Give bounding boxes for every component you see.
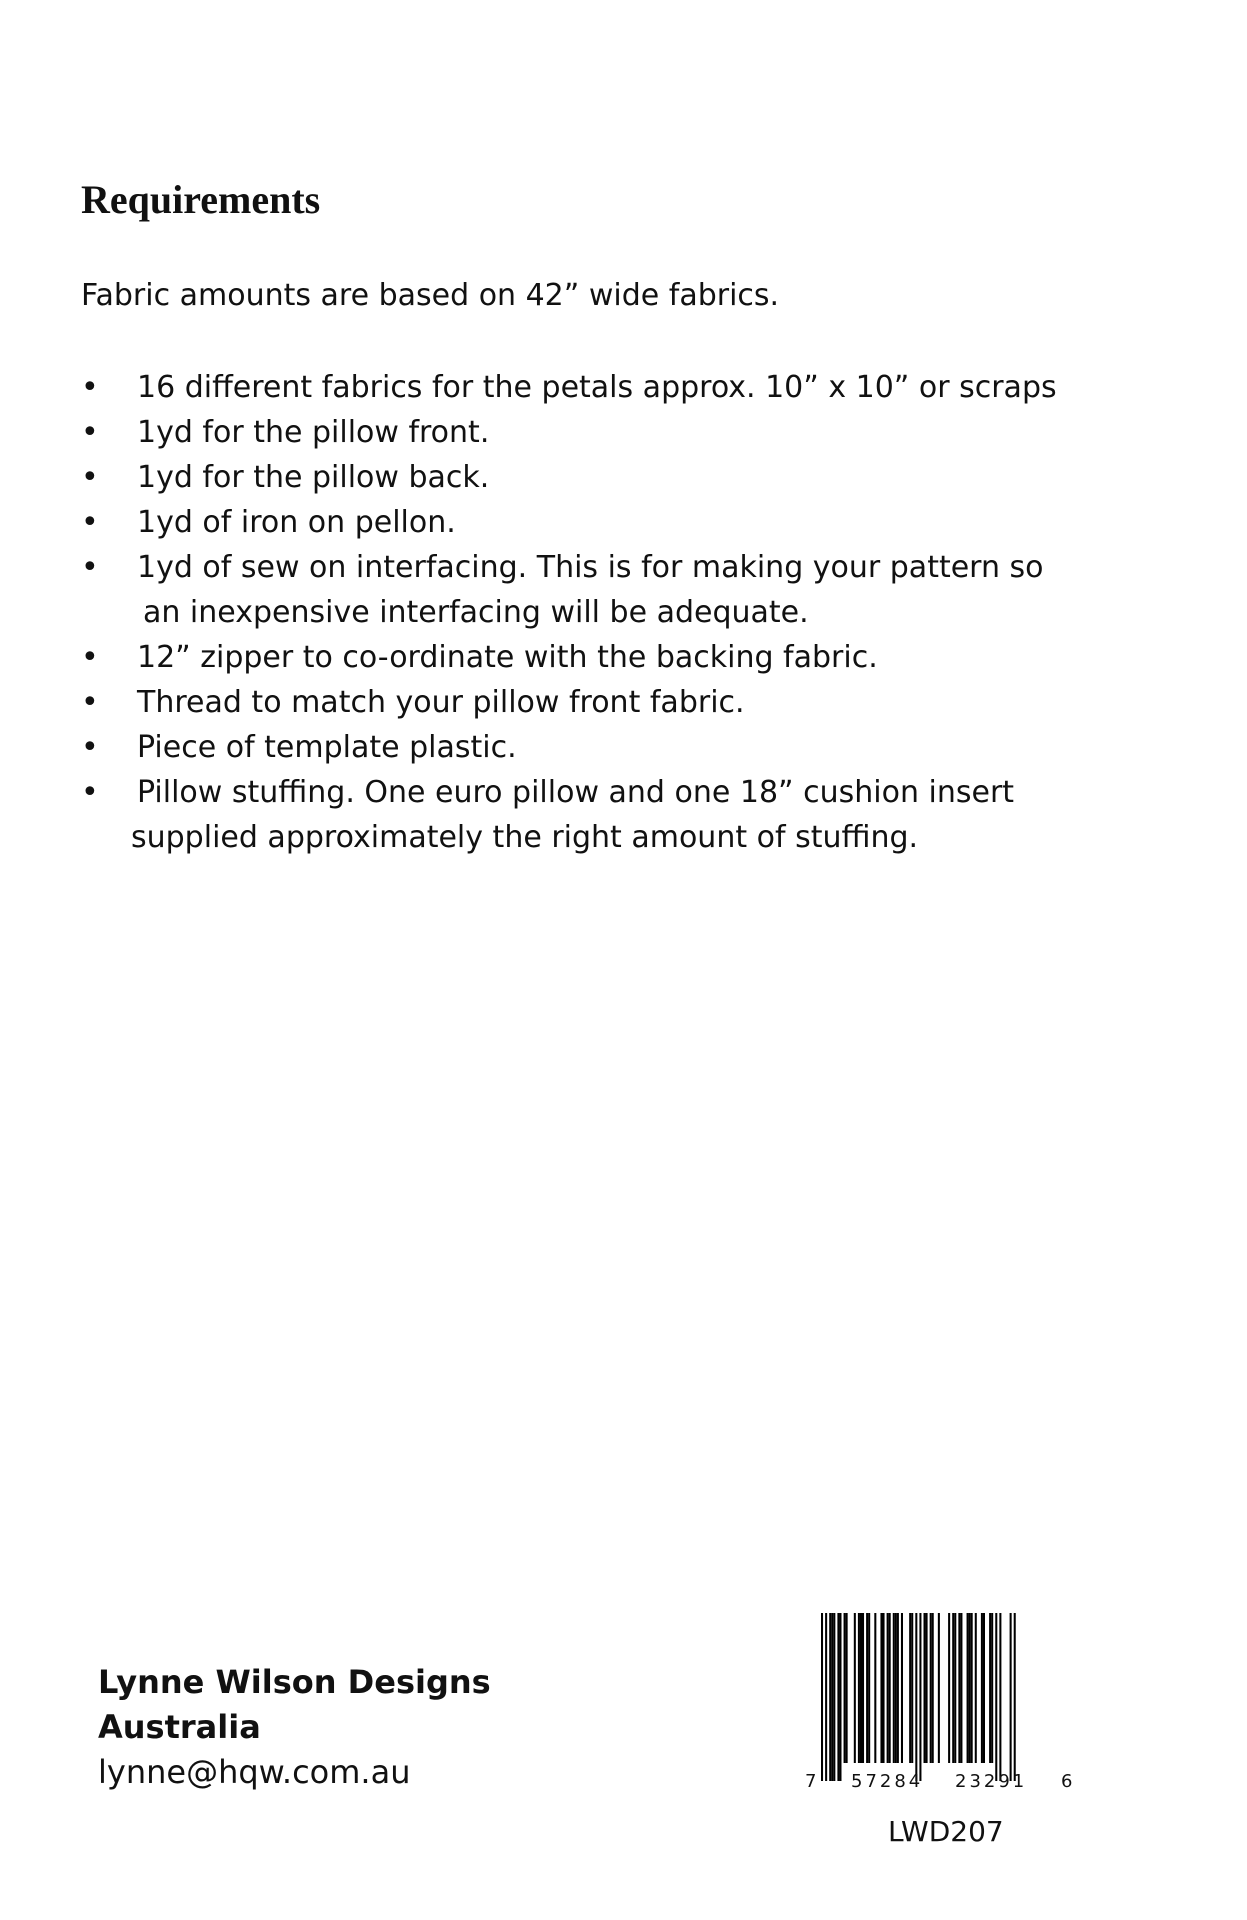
- barcode-bar: [969, 1613, 971, 1763]
- list-item-text: 16 different fabrics for the petals approx. 10” x 10” or scraps: [137, 370, 1057, 405]
- barcode-bar: [1010, 1613, 1012, 1781]
- contact-email[interactable]: lynne@hqw.com.au: [98, 1753, 411, 1791]
- barcode-bar: [829, 1613, 831, 1781]
- barcode-first-digit: 7: [805, 1771, 817, 1792]
- list-item-text: 1yd for the pillow front.: [137, 415, 490, 450]
- list-item: [81, 725, 1081, 770]
- list-item: [81, 455, 1081, 500]
- barcode-bar: [932, 1613, 934, 1763]
- barcode-bar: [975, 1613, 977, 1763]
- barcode-right-group: 23291: [955, 1771, 1028, 1792]
- barcode-bar: [860, 1613, 862, 1763]
- bullet-icon: •: [81, 640, 99, 675]
- barcode-bar: [893, 1613, 895, 1763]
- barcode-bar: [989, 1613, 991, 1763]
- barcode-bar: [1014, 1613, 1016, 1781]
- company-country: Australia: [98, 1708, 261, 1746]
- list-item-text-continued: an inexpensive interfacing will be adequate.: [143, 595, 809, 630]
- barcode-bar: [960, 1613, 962, 1763]
- barcode: [803, 1605, 1073, 1805]
- list-item: [81, 770, 1081, 860]
- barcode-bar: [911, 1613, 913, 1763]
- barcode-bar: [954, 1613, 956, 1763]
- company-name: Lynne Wilson Designs: [98, 1663, 491, 1701]
- barcode-bar: [930, 1613, 932, 1763]
- barcode-bar: [967, 1613, 969, 1763]
- barcode-bar: [971, 1613, 973, 1763]
- intro-text: Fabric amounts are based on 42” wide fabrics.: [81, 278, 780, 313]
- barcode-bar: [833, 1613, 835, 1781]
- barcode-bar: [866, 1613, 868, 1763]
- requirements-list: [81, 365, 1081, 860]
- barcode-bar: [862, 1613, 864, 1763]
- barcode-bar: [948, 1613, 950, 1763]
- list-item: [81, 635, 1081, 680]
- barcode-bar: [839, 1613, 841, 1781]
- barcode-bar: [952, 1613, 954, 1763]
- page-title: Requirements: [81, 177, 321, 222]
- barcode-bar: [981, 1613, 983, 1763]
- list-item-text-continued: supplied approximately the right amount of stuffing.: [131, 820, 919, 855]
- bullet-icon: •: [81, 775, 99, 810]
- list-item-text: 1yd for the pillow back.: [137, 460, 490, 495]
- barcode-bar: [854, 1613, 856, 1763]
- barcode-bar: [915, 1613, 917, 1781]
- bullet-icon: •: [81, 370, 99, 405]
- list-item-text: 12” zipper to co-ordinate with the backing fabric.: [137, 640, 878, 675]
- bullet-icon: •: [81, 550, 99, 585]
- list-item-text: Piece of template plastic.: [137, 730, 517, 765]
- barcode-bar: [958, 1613, 960, 1763]
- list-item: [81, 545, 1081, 635]
- barcode-bar: [887, 1613, 889, 1763]
- barcode-bar: [831, 1613, 833, 1781]
- barcode-bar: [844, 1613, 846, 1763]
- barcode-bar: [883, 1613, 885, 1763]
- barcode-bar: [991, 1613, 993, 1763]
- bullet-icon: •: [81, 685, 99, 720]
- barcode-left-group: 57284: [851, 1771, 924, 1792]
- list-item: [81, 365, 1081, 410]
- barcode-bar: [868, 1613, 870, 1763]
- barcode-bar: [924, 1613, 926, 1763]
- barcode-bars: [803, 1605, 1073, 1805]
- barcode-bar: [999, 1613, 1001, 1781]
- list-item: [81, 500, 1081, 545]
- barcode-bar: [897, 1613, 899, 1763]
- barcode-bar: [909, 1613, 911, 1763]
- barcode-bar: [926, 1613, 928, 1763]
- list-item-text: 1yd of sew on interfacing. This is for making your pattern so: [137, 550, 1044, 585]
- barcode-bar: [938, 1613, 940, 1763]
- barcode-bar: [995, 1613, 997, 1781]
- list-item: [81, 680, 1081, 725]
- list-item-text: Thread to match your pillow front fabric.: [137, 685, 745, 720]
- list-item: [81, 410, 1081, 455]
- barcode-bar: [837, 1613, 839, 1781]
- barcode-bar: [858, 1613, 860, 1763]
- barcode-bar: [880, 1613, 882, 1763]
- bullet-icon: •: [81, 460, 99, 495]
- list-item-text: Pillow stuffing. One euro pillow and one 18” cushion insert: [137, 775, 1015, 810]
- barcode-bar: [821, 1613, 823, 1781]
- contact-block: [98, 1660, 491, 1795]
- bullet-icon: •: [81, 415, 99, 450]
- barcode-bar: [901, 1613, 903, 1763]
- list-item-text: 1yd of iron on pellon.: [137, 505, 456, 540]
- barcode-bar: [919, 1613, 921, 1781]
- barcode-bar: [895, 1613, 897, 1763]
- barcode-check-digit: 6: [1061, 1771, 1073, 1792]
- barcode-bar: [846, 1613, 848, 1763]
- barcode-bar: [874, 1613, 876, 1763]
- barcode-bar: [983, 1613, 985, 1763]
- bullet-icon: •: [81, 505, 99, 540]
- product-code: LWD207: [888, 1815, 1004, 1848]
- barcode-bar: [825, 1613, 827, 1781]
- barcode-bar: [889, 1613, 891, 1763]
- bullet-icon: •: [81, 730, 99, 765]
